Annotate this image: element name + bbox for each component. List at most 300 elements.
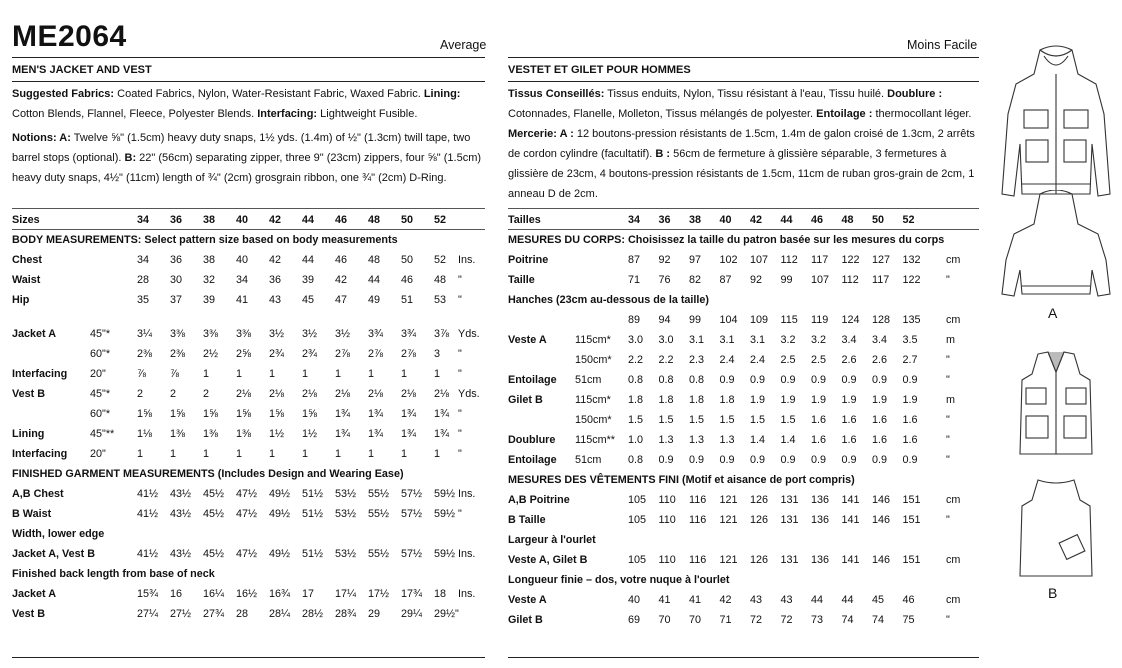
fabric-width: 20" bbox=[90, 448, 106, 460]
size-cell: 2⅞ bbox=[368, 348, 384, 360]
size-cell: 52 bbox=[434, 214, 447, 226]
size-cell: 1.6 bbox=[811, 414, 827, 426]
table-row bbox=[12, 324, 485, 344]
size-cell: 3⅞ bbox=[434, 328, 450, 340]
size-cell: 49½ bbox=[269, 548, 291, 560]
table-row bbox=[508, 570, 979, 590]
size-cell: 50 bbox=[401, 214, 414, 226]
table-row bbox=[12, 604, 485, 624]
size-cell: 45 bbox=[302, 294, 315, 306]
size-table-en bbox=[12, 210, 485, 650]
size-cell: 44 bbox=[302, 254, 315, 266]
size-cell: 1.3 bbox=[689, 434, 705, 446]
unit-label: Ins. bbox=[458, 254, 476, 266]
size-cell: 50 bbox=[872, 214, 885, 226]
row-label: BODY MEASUREMENTS: Select pattern size based on body measurements bbox=[12, 234, 398, 246]
size-cell: 2⅛ bbox=[335, 388, 351, 400]
size-cell: 3½ bbox=[302, 328, 318, 340]
table-row bbox=[508, 530, 979, 550]
size-cell: 1⅝ bbox=[203, 408, 219, 420]
size-cell: 1.6 bbox=[872, 434, 888, 446]
size-cell: 131 bbox=[780, 514, 799, 526]
size-cell: 69 bbox=[628, 614, 641, 626]
rule-en-bottom bbox=[12, 657, 485, 658]
table-row bbox=[508, 210, 979, 230]
fabric-width: 60"* bbox=[90, 348, 111, 360]
size-cell: 1½ bbox=[269, 428, 285, 440]
table-row bbox=[12, 464, 485, 484]
size-cell: 55½ bbox=[368, 488, 390, 500]
size-cell: 2½ bbox=[203, 348, 219, 360]
size-cell: 82 bbox=[689, 274, 702, 286]
table-row bbox=[508, 290, 979, 310]
size-cell: 1⅝ bbox=[137, 408, 153, 420]
size-cell: 30 bbox=[170, 274, 183, 286]
size-cell: 121 bbox=[719, 554, 738, 566]
size-cell: 1.0 bbox=[628, 434, 644, 446]
table-row bbox=[508, 510, 979, 530]
size-cell: 40 bbox=[236, 214, 249, 226]
size-cell: 1.8 bbox=[658, 394, 674, 406]
size-cell: 76 bbox=[658, 274, 671, 286]
size-cell: 121 bbox=[719, 514, 738, 526]
size-cell: 1.6 bbox=[811, 434, 827, 446]
table-row bbox=[12, 384, 485, 404]
rule-fr-bottom bbox=[508, 657, 979, 658]
size-cell: 116 bbox=[689, 554, 707, 566]
size-cell: 47 bbox=[335, 294, 348, 306]
row-label: Hip bbox=[12, 294, 30, 306]
row-label: A,B Chest bbox=[12, 488, 64, 500]
size-cell: 0.9 bbox=[750, 454, 766, 466]
size-cell: 1½ bbox=[302, 428, 318, 440]
size-cell: 52 bbox=[902, 214, 915, 226]
size-cell: 47½ bbox=[236, 488, 258, 500]
size-cell: 57½ bbox=[401, 488, 423, 500]
size-cell: 3.0 bbox=[628, 334, 644, 346]
size-cell: 1.8 bbox=[628, 394, 644, 406]
size-cell: 1 bbox=[203, 448, 210, 460]
row-label: Finished back length from base of neck bbox=[12, 568, 215, 580]
size-cell: 104 bbox=[719, 314, 738, 326]
size-cell: 55½ bbox=[368, 508, 390, 520]
size-cell: 70 bbox=[689, 614, 702, 626]
size-cell: 27½ bbox=[170, 608, 192, 620]
size-cell: 1 bbox=[401, 448, 408, 460]
size-cell: 55½ bbox=[368, 548, 390, 560]
size-cell: 3.4 bbox=[872, 334, 888, 346]
size-cell: 16½ bbox=[236, 588, 258, 600]
size-cell: 2⅛ bbox=[368, 388, 384, 400]
size-cell: 72 bbox=[780, 614, 793, 626]
size-cell: 3.1 bbox=[719, 334, 735, 346]
size-cell: 45 bbox=[872, 594, 885, 606]
size-cell: 116 bbox=[689, 514, 707, 526]
size-cell: 34 bbox=[628, 214, 641, 226]
size-cell: 43 bbox=[750, 594, 763, 606]
size-cell: 48 bbox=[841, 214, 854, 226]
size-cell: 1 bbox=[236, 448, 243, 460]
size-cell: 1⅛ bbox=[137, 428, 153, 440]
unit-label: " bbox=[458, 348, 462, 360]
row-label: Interfacing bbox=[12, 368, 68, 380]
table-row bbox=[508, 550, 979, 570]
size-cell: 42 bbox=[750, 214, 763, 226]
size-cell: 47½ bbox=[236, 508, 258, 520]
size-cell: 1.5 bbox=[658, 414, 674, 426]
size-cell: 73 bbox=[811, 614, 824, 626]
size-cell: 1.5 bbox=[750, 414, 766, 426]
size-cell: 107 bbox=[750, 254, 769, 266]
unit-label: cm bbox=[946, 314, 961, 326]
rule-en-top bbox=[12, 57, 485, 58]
size-cell: 110 bbox=[658, 514, 676, 526]
size-cell: 0.9 bbox=[841, 374, 857, 386]
size-cell: 126 bbox=[750, 554, 769, 566]
rule-fr-table-top bbox=[508, 208, 979, 209]
size-cell: 3¾ bbox=[368, 328, 384, 340]
size-cell: 41 bbox=[658, 594, 671, 606]
size-cell: 46 bbox=[401, 274, 414, 286]
size-cell: 3 bbox=[434, 348, 441, 360]
size-cell: 1 bbox=[335, 368, 342, 380]
size-cell: 48 bbox=[368, 214, 381, 226]
unit-label: Yds. bbox=[458, 388, 480, 400]
table-row bbox=[508, 310, 979, 330]
size-cell: 53½ bbox=[335, 548, 357, 560]
size-cell: 94 bbox=[658, 314, 671, 326]
size-cell: 1⅝ bbox=[236, 408, 252, 420]
size-cell: 49½ bbox=[269, 508, 291, 520]
size-cell: 117 bbox=[872, 274, 890, 286]
table-row bbox=[508, 610, 979, 630]
unit-label: " bbox=[458, 428, 462, 440]
size-cell: 1 bbox=[236, 368, 243, 380]
size-cell: 1¾ bbox=[335, 428, 351, 440]
size-cell: 2.2 bbox=[658, 354, 674, 366]
unit-label: " bbox=[458, 274, 462, 286]
size-cell: 49 bbox=[368, 294, 381, 306]
row-label: Veste A, Gilet B bbox=[508, 554, 588, 566]
size-cell: 2⅛ bbox=[434, 388, 450, 400]
size-cell: 52 bbox=[434, 254, 447, 266]
size-cell: 51½ bbox=[302, 488, 324, 500]
size-cell: 29½" bbox=[434, 608, 459, 620]
size-cell: 16¾ bbox=[269, 588, 291, 600]
size-cell: 121 bbox=[719, 494, 738, 506]
size-cell: 1 bbox=[203, 368, 210, 380]
table-row bbox=[508, 430, 979, 450]
table-row bbox=[12, 524, 485, 544]
unit-label: " bbox=[946, 374, 950, 386]
unit-label: " bbox=[458, 368, 462, 380]
size-cell: 44 bbox=[841, 594, 854, 606]
size-cell: 136 bbox=[811, 554, 830, 566]
jacket-front-sketch bbox=[1000, 44, 1112, 200]
view-label-a: A bbox=[1048, 305, 1058, 321]
size-cell: 3⅜ bbox=[170, 328, 186, 340]
size-cell: 34 bbox=[137, 214, 150, 226]
unit-label: cm bbox=[946, 254, 961, 266]
size-cell: 1.9 bbox=[902, 394, 918, 406]
size-cell: 53½ bbox=[335, 488, 357, 500]
size-cell: 1.4 bbox=[780, 434, 796, 446]
fabric-width: 150cm* bbox=[575, 354, 612, 366]
size-cell: 1 bbox=[302, 448, 309, 460]
size-cell: 1¾ bbox=[335, 408, 351, 420]
rule-en-heading bbox=[12, 81, 485, 82]
size-cell: 3⅜ bbox=[203, 328, 219, 340]
row-label: Taille bbox=[508, 274, 535, 286]
size-cell: 112 bbox=[780, 254, 798, 266]
size-cell: 41½ bbox=[137, 488, 159, 500]
size-cell: 42 bbox=[719, 594, 732, 606]
size-cell: 28 bbox=[137, 274, 150, 286]
size-cell: 47½ bbox=[236, 548, 258, 560]
size-cell: 1⅜ bbox=[236, 428, 252, 440]
size-cell: 151 bbox=[902, 554, 921, 566]
table-row bbox=[12, 404, 485, 424]
size-cell: 1.3 bbox=[658, 434, 674, 446]
row-label: Hanches (23cm au-dessous de la taille) bbox=[508, 294, 710, 306]
size-cell: 1⅝ bbox=[269, 408, 285, 420]
size-cell: 99 bbox=[780, 274, 793, 286]
row-label: Waist bbox=[12, 274, 41, 286]
size-cell: 105 bbox=[628, 514, 647, 526]
size-cell: 87 bbox=[628, 254, 641, 266]
size-cell: 92 bbox=[658, 254, 671, 266]
unit-label: m bbox=[946, 394, 955, 406]
size-cell: 2 bbox=[137, 388, 144, 400]
size-cell: 1⅝ bbox=[302, 408, 318, 420]
table-row bbox=[508, 250, 979, 270]
size-cell: 51½ bbox=[302, 508, 324, 520]
size-cell: 57½ bbox=[401, 508, 423, 520]
size-cell: 34 bbox=[137, 254, 150, 266]
size-cell: 1.5 bbox=[719, 414, 735, 426]
size-cell: 38 bbox=[689, 214, 702, 226]
row-label: Vest B bbox=[12, 388, 46, 400]
size-cell: 1¾ bbox=[434, 408, 450, 420]
table-row bbox=[12, 344, 485, 364]
size-cell: 3½ bbox=[335, 328, 351, 340]
size-cell: 2⅛ bbox=[302, 388, 318, 400]
size-cell: 0.9 bbox=[780, 454, 796, 466]
table-row bbox=[508, 450, 979, 470]
size-cell: 116 bbox=[689, 494, 707, 506]
size-cell: 0.9 bbox=[811, 454, 827, 466]
row-label: A,B Poitrine bbox=[508, 494, 570, 506]
size-cell: 92 bbox=[750, 274, 763, 286]
size-cell: 28 bbox=[236, 608, 249, 620]
fabric-width: 51cm bbox=[575, 374, 602, 386]
size-cell: 1¾ bbox=[434, 428, 450, 440]
size-table-fr bbox=[508, 210, 979, 650]
size-cell: 1 bbox=[269, 448, 276, 460]
size-cell: 39 bbox=[302, 274, 315, 286]
unit-label: Yds. bbox=[458, 328, 480, 340]
row-label: Gilet B bbox=[508, 614, 543, 626]
unit-label: " bbox=[946, 274, 950, 286]
row-label: MESURES DES VÊTEMENTS FINI (Motif et aisance de port compris) bbox=[508, 474, 855, 486]
rule-fr-top bbox=[508, 57, 979, 58]
size-cell: 2¾ bbox=[269, 348, 285, 360]
table-row bbox=[12, 444, 485, 464]
size-cell: 36 bbox=[170, 214, 183, 226]
size-cell: 3¼ bbox=[137, 328, 153, 340]
size-cell: 1.5 bbox=[689, 414, 705, 426]
row-label: Entoilage bbox=[508, 454, 557, 466]
table-row bbox=[12, 424, 485, 444]
heading-en: MEN'S JACKET AND VEST bbox=[12, 64, 152, 76]
pattern-number: ME2064 bbox=[12, 20, 127, 53]
fabrics-en: Suggested Fabrics: Coated Fabrics, Nylon, Water-Resistant Fabric, Waxed Fabric. Lining: Cotton Blends, Flannel, Fleece, Polyester Blends. Interfacing: Lightweight Fusible. bbox=[12, 88, 461, 120]
row-label: Poitrine bbox=[508, 254, 549, 266]
size-cell: 46 bbox=[811, 214, 824, 226]
row-label: Veste A bbox=[508, 594, 547, 606]
row-label: Jacket A, Vest B bbox=[12, 548, 96, 560]
size-cell: 110 bbox=[658, 554, 676, 566]
unit-label: " bbox=[946, 414, 950, 426]
size-cell: 112 bbox=[841, 274, 859, 286]
size-cell: 36 bbox=[658, 214, 671, 226]
table-row bbox=[508, 270, 979, 290]
size-cell: 29 bbox=[368, 608, 381, 620]
table-row bbox=[12, 290, 485, 310]
size-cell: 50 bbox=[401, 254, 414, 266]
row-label: Interfacing bbox=[12, 448, 68, 460]
fabrics-fr: Tissus Conseillés: Tissus enduits, Nylon, Tissu résistant à l'eau, Tissu huilé. Doublure : Cotonnades, Flanelle, Molleton, Tissus mélangés de polyester. Entoilage : thermocollant léger. bbox=[508, 88, 972, 120]
size-cell: 126 bbox=[750, 494, 769, 506]
size-cell: 2 bbox=[170, 388, 177, 400]
size-cell: 16¼ bbox=[203, 588, 225, 600]
size-cell: 1.4 bbox=[750, 434, 766, 446]
size-cell: 146 bbox=[872, 494, 891, 506]
size-cell: 75 bbox=[902, 614, 915, 626]
size-cell: 71 bbox=[628, 274, 641, 286]
size-cell: 2.5 bbox=[780, 354, 796, 366]
table-row bbox=[12, 544, 485, 564]
size-cell: 2.7 bbox=[902, 354, 918, 366]
size-cell: 43½ bbox=[170, 488, 192, 500]
size-cell: 40 bbox=[628, 594, 641, 606]
table-row bbox=[508, 350, 979, 370]
table-row bbox=[12, 564, 485, 584]
size-cell: 28½ bbox=[302, 608, 324, 620]
size-cell: 1.8 bbox=[689, 394, 705, 406]
row-label: Gilet B bbox=[508, 394, 543, 406]
size-cell: 1 bbox=[368, 448, 375, 460]
fabric-width: 45"** bbox=[90, 428, 115, 440]
table-row bbox=[508, 590, 979, 610]
size-cell: 15¾ bbox=[137, 588, 159, 600]
size-cell: 122 bbox=[902, 274, 921, 286]
size-cell: 2⅜ bbox=[137, 348, 153, 360]
table-row bbox=[12, 364, 485, 384]
size-cell: 36 bbox=[170, 254, 183, 266]
size-cell: 3½ bbox=[269, 328, 285, 340]
vest-front-sketch bbox=[1018, 350, 1094, 460]
size-cell: 41 bbox=[236, 294, 249, 306]
size-cell: 1 bbox=[335, 448, 342, 460]
size-cell: 0.9 bbox=[872, 374, 888, 386]
size-cell: 1⅜ bbox=[170, 428, 186, 440]
unit-label: " bbox=[946, 454, 950, 466]
size-cell: 42 bbox=[269, 254, 282, 266]
size-cell: 1.9 bbox=[750, 394, 766, 406]
row-label: Jacket A bbox=[12, 328, 57, 340]
size-cell: 87 bbox=[719, 274, 732, 286]
size-cell: 131 bbox=[780, 554, 799, 566]
size-cell: 122 bbox=[841, 254, 860, 266]
size-cell: 126 bbox=[750, 514, 769, 526]
size-cell: 136 bbox=[811, 514, 830, 526]
size-cell: 72 bbox=[750, 614, 763, 626]
unit-label: " bbox=[458, 294, 462, 306]
size-cell: 45½ bbox=[203, 508, 225, 520]
size-cell: 44 bbox=[368, 274, 381, 286]
size-cell: 105 bbox=[628, 554, 647, 566]
size-cell: 1.6 bbox=[872, 414, 888, 426]
difficulty-fr: Moins Facile bbox=[907, 38, 978, 52]
size-cell: 0.9 bbox=[811, 374, 827, 386]
size-cell: 1.6 bbox=[841, 414, 857, 426]
fabric-width: 51cm bbox=[575, 454, 602, 466]
size-cell: 115 bbox=[780, 314, 798, 326]
size-cell: 41½ bbox=[137, 508, 159, 520]
size-cell: 131 bbox=[780, 494, 799, 506]
size-cell: 44 bbox=[302, 214, 315, 226]
size-cell: 3⅜ bbox=[236, 328, 252, 340]
size-cell: 1¾ bbox=[401, 428, 417, 440]
size-cell: 1¾ bbox=[368, 408, 384, 420]
size-cell: 28¼ bbox=[269, 608, 291, 620]
size-cell: 32 bbox=[203, 274, 216, 286]
size-cell: 43½ bbox=[170, 548, 192, 560]
size-cell: 51½ bbox=[302, 548, 324, 560]
size-cell: 2⅜ bbox=[170, 348, 186, 360]
size-cell: 1.9 bbox=[780, 394, 796, 406]
size-cell: 46 bbox=[335, 254, 348, 266]
unit-label: Ins. bbox=[458, 488, 476, 500]
row-label: Sizes bbox=[12, 214, 40, 226]
size-cell: 2⅛ bbox=[269, 388, 285, 400]
size-cell: 44 bbox=[780, 214, 793, 226]
size-cell: 49½ bbox=[269, 488, 291, 500]
jacket-back-sketch bbox=[1000, 190, 1112, 298]
fabric-width: 20" bbox=[90, 368, 106, 380]
size-cell: 45½ bbox=[203, 488, 225, 500]
size-cell: 2¾ bbox=[302, 348, 318, 360]
size-cell: 70 bbox=[658, 614, 671, 626]
size-cell: 1 bbox=[434, 368, 441, 380]
size-cell: 59½ bbox=[434, 508, 456, 520]
size-cell: 3.4 bbox=[841, 334, 857, 346]
size-cell: 42 bbox=[269, 214, 282, 226]
row-label: Jacket A bbox=[12, 588, 57, 600]
size-cell: 2⅞ bbox=[335, 348, 351, 360]
size-cell: 0.8 bbox=[628, 454, 644, 466]
unit-label: cm bbox=[946, 594, 961, 606]
size-cell: 97 bbox=[689, 254, 702, 266]
size-cell: 43 bbox=[780, 594, 793, 606]
size-cell: 1¾ bbox=[368, 428, 384, 440]
table-row bbox=[508, 230, 979, 250]
table-row bbox=[508, 470, 979, 490]
size-cell: 41 bbox=[689, 594, 702, 606]
size-cell: 43 bbox=[269, 294, 282, 306]
table-row bbox=[508, 410, 979, 430]
